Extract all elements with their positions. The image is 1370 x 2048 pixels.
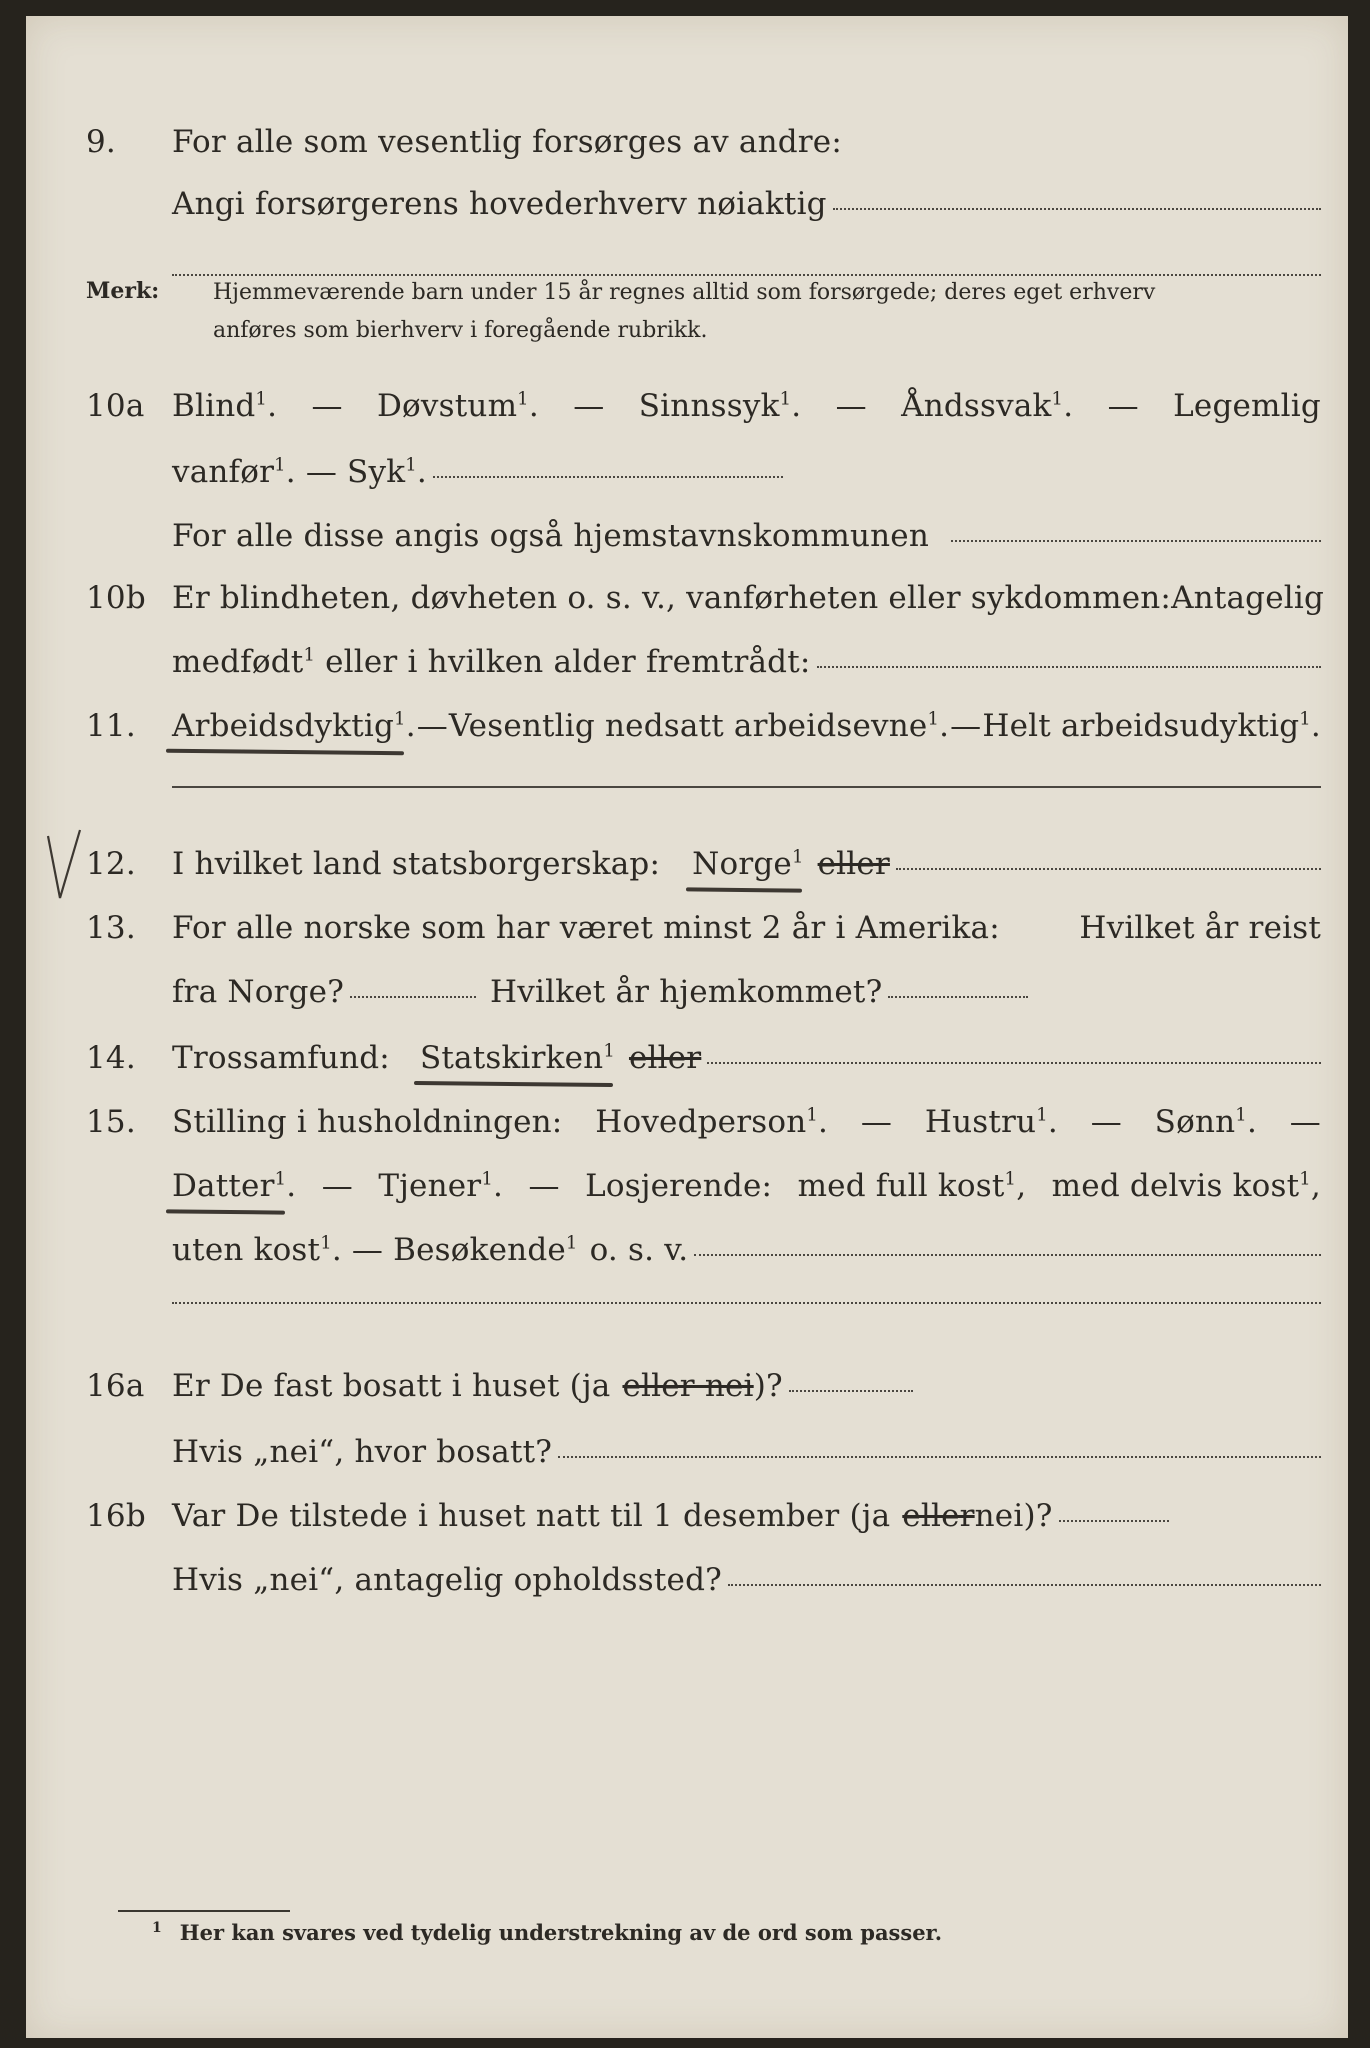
option-eller-struck: eller: [628, 1040, 702, 1076]
option-hovedperson[interactable]: Hovedperson$^1$.: [595, 1104, 829, 1140]
option-statskirken[interactable]: Statskirken$^1$: [419, 1040, 615, 1076]
check-mark-icon: [44, 828, 84, 904]
dash: —: [351, 1232, 384, 1268]
note-text: [213, 274, 1321, 350]
question-number: 10a: [86, 388, 145, 424]
answer-dotted-line[interactable]: [558, 1456, 1321, 1458]
question-number: 16a: [86, 1368, 145, 1404]
dash: —: [311, 388, 343, 424]
dash: —: [416, 708, 448, 744]
question-text: Hvis „nei“, antagelig opholdssted?: [172, 1562, 722, 1598]
note-text-line: Hjemmeværende barn under 15 år regnes alltid som forsørgede; deres eget erhverv: [213, 280, 1156, 305]
question-text: o. s. v.: [589, 1232, 689, 1268]
question-text: For alle norske som har været minst 2 år i Amerika:: [172, 910, 1000, 946]
question-text: Var De tilstede i huset natt til 1 desember (ja: [172, 1498, 891, 1534]
option-sinnssyk[interactable]: Sinnssyk$^1$.: [638, 388, 802, 424]
footnote-rule: [118, 1910, 290, 1912]
question-text: )?: [753, 1368, 783, 1404]
option-datter[interactable]: Datter$^1$.: [172, 1168, 297, 1204]
option-eller-struck: eller: [817, 846, 890, 882]
answer-dotted-line[interactable]: [728, 1584, 1321, 1586]
option-medfodt[interactable]: medfødt$^1$: [172, 644, 316, 680]
dash: —: [1289, 1104, 1321, 1140]
answer-dotted-line[interactable]: [694, 1254, 1321, 1256]
question-number: 12.: [86, 846, 136, 882]
answer-dotted-line[interactable]: [707, 1062, 1321, 1064]
question-number: 16b: [86, 1498, 146, 1534]
option-dovstum[interactable]: Døvstum$^1$.: [377, 388, 539, 424]
answer-dotted-line[interactable]: [789, 1390, 913, 1392]
question-text: Antagelig: [1171, 580, 1325, 616]
question-text: I hvilket land statsborgerskap:: [172, 846, 661, 882]
answer-dotted-line[interactable]: [350, 996, 476, 998]
question-text: For alle disse angis også hjemstavnskommunen: [172, 518, 929, 554]
answer-dotted-line[interactable]: [896, 868, 1321, 870]
option-vanfor[interactable]: vanfør$^1$.: [172, 454, 296, 490]
question-text: Losjerende:: [585, 1168, 773, 1204]
question-text: Hvilket år hjemkommet?: [490, 974, 883, 1010]
option-blind[interactable]: Blind$^1$.: [172, 388, 278, 424]
footnote: $^1$ Her kan svares ved tydelig understrekning av de ord som passer.: [152, 1920, 943, 1945]
dash: —: [1090, 1104, 1122, 1140]
question-text: eller i hvilken alder fremtrådt:: [325, 644, 811, 680]
section-rule: [172, 786, 1321, 788]
dash: —: [860, 1104, 893, 1140]
option-full-kost[interactable]: med full kost$^1$,: [797, 1168, 1027, 1204]
note-text-line: anføres som bierhverv i foregående rubrikk.: [213, 318, 708, 343]
dash: —: [950, 708, 982, 744]
dash: —: [835, 388, 867, 424]
dash: —: [528, 1168, 560, 1204]
question-number: 10b: [86, 580, 146, 616]
option-eller-struck: eller: [902, 1498, 975, 1534]
note-label: Merk:: [86, 278, 160, 304]
option-vesentlig-nedsatt[interactable]: Vesentlig nedsatt arbeidsevne$^1$.: [448, 708, 950, 744]
question-text: Er De fast bosatt i huset (ja: [172, 1368, 611, 1404]
answer-dotted-line[interactable]: [433, 476, 783, 478]
answer-dotted-line[interactable]: [833, 208, 1321, 210]
question-text: nei)?: [974, 1498, 1053, 1534]
question-text: fra Norge?: [172, 974, 345, 1010]
option-syk[interactable]: Syk$^1$.: [347, 454, 427, 490]
question-text: Hvilket år reist: [1079, 910, 1321, 946]
question-text: Hvis „nei“, hvor bosatt?: [172, 1434, 553, 1470]
question-text: Trossamfund:: [172, 1040, 390, 1076]
option-delvis-kost[interactable]: med delvis kost$^1$,: [1051, 1168, 1321, 1204]
dash: —: [321, 1168, 353, 1204]
dash: —: [305, 454, 338, 490]
answer-dotted-line[interactable]: [817, 666, 1321, 668]
option-andssvak[interactable]: Åndssvak$^1$.: [901, 388, 1074, 424]
answer-dotted-line[interactable]: [1059, 1520, 1169, 1522]
question-number: 15.: [86, 1104, 136, 1140]
option-eller-struck: eller nei: [622, 1368, 754, 1404]
option-norge[interactable]: Norge$^1$: [692, 846, 804, 882]
question-text: Er blindheten, døvheten o. s. v., vanførheten eller sykdommen:: [172, 580, 1172, 616]
question-number: 9.: [86, 124, 116, 160]
answer-dotted-line[interactable]: [888, 996, 1028, 998]
question-text: Stilling i husholdningen:: [172, 1104, 563, 1140]
dash: —: [1107, 388, 1139, 424]
option-hustru[interactable]: Hustru$^1$.: [924, 1104, 1058, 1140]
answer-dotted-line[interactable]: [172, 1302, 1321, 1304]
dash: —: [573, 388, 605, 424]
question-number: 14.: [86, 1040, 136, 1076]
question-number: 11.: [86, 708, 136, 744]
question-number: 13.: [86, 910, 136, 946]
question-text: For alle som vesentlig forsørges av andre:: [172, 124, 842, 160]
option-uten-kost[interactable]: uten kost$^1$.: [172, 1232, 342, 1268]
question-text: Angi forsørgerens hovederhverv nøiaktig: [172, 186, 827, 222]
answer-dotted-line[interactable]: [951, 540, 1321, 542]
option-helt-arbeidsudyktig[interactable]: Helt arbeidsudyktig$^1$.: [982, 708, 1321, 744]
option-legemlig[interactable]: Legemlig: [1173, 388, 1321, 424]
census-form-page: [26, 16, 1348, 2038]
option-tjener[interactable]: Tjener$^1$.: [378, 1168, 504, 1204]
option-sonn[interactable]: Sønn$^1$.: [1154, 1104, 1258, 1140]
option-besokende[interactable]: Besøkende$^1$: [393, 1232, 578, 1268]
option-arbeidsdyktig[interactable]: Arbeidsdyktig$^1$.: [172, 708, 416, 744]
